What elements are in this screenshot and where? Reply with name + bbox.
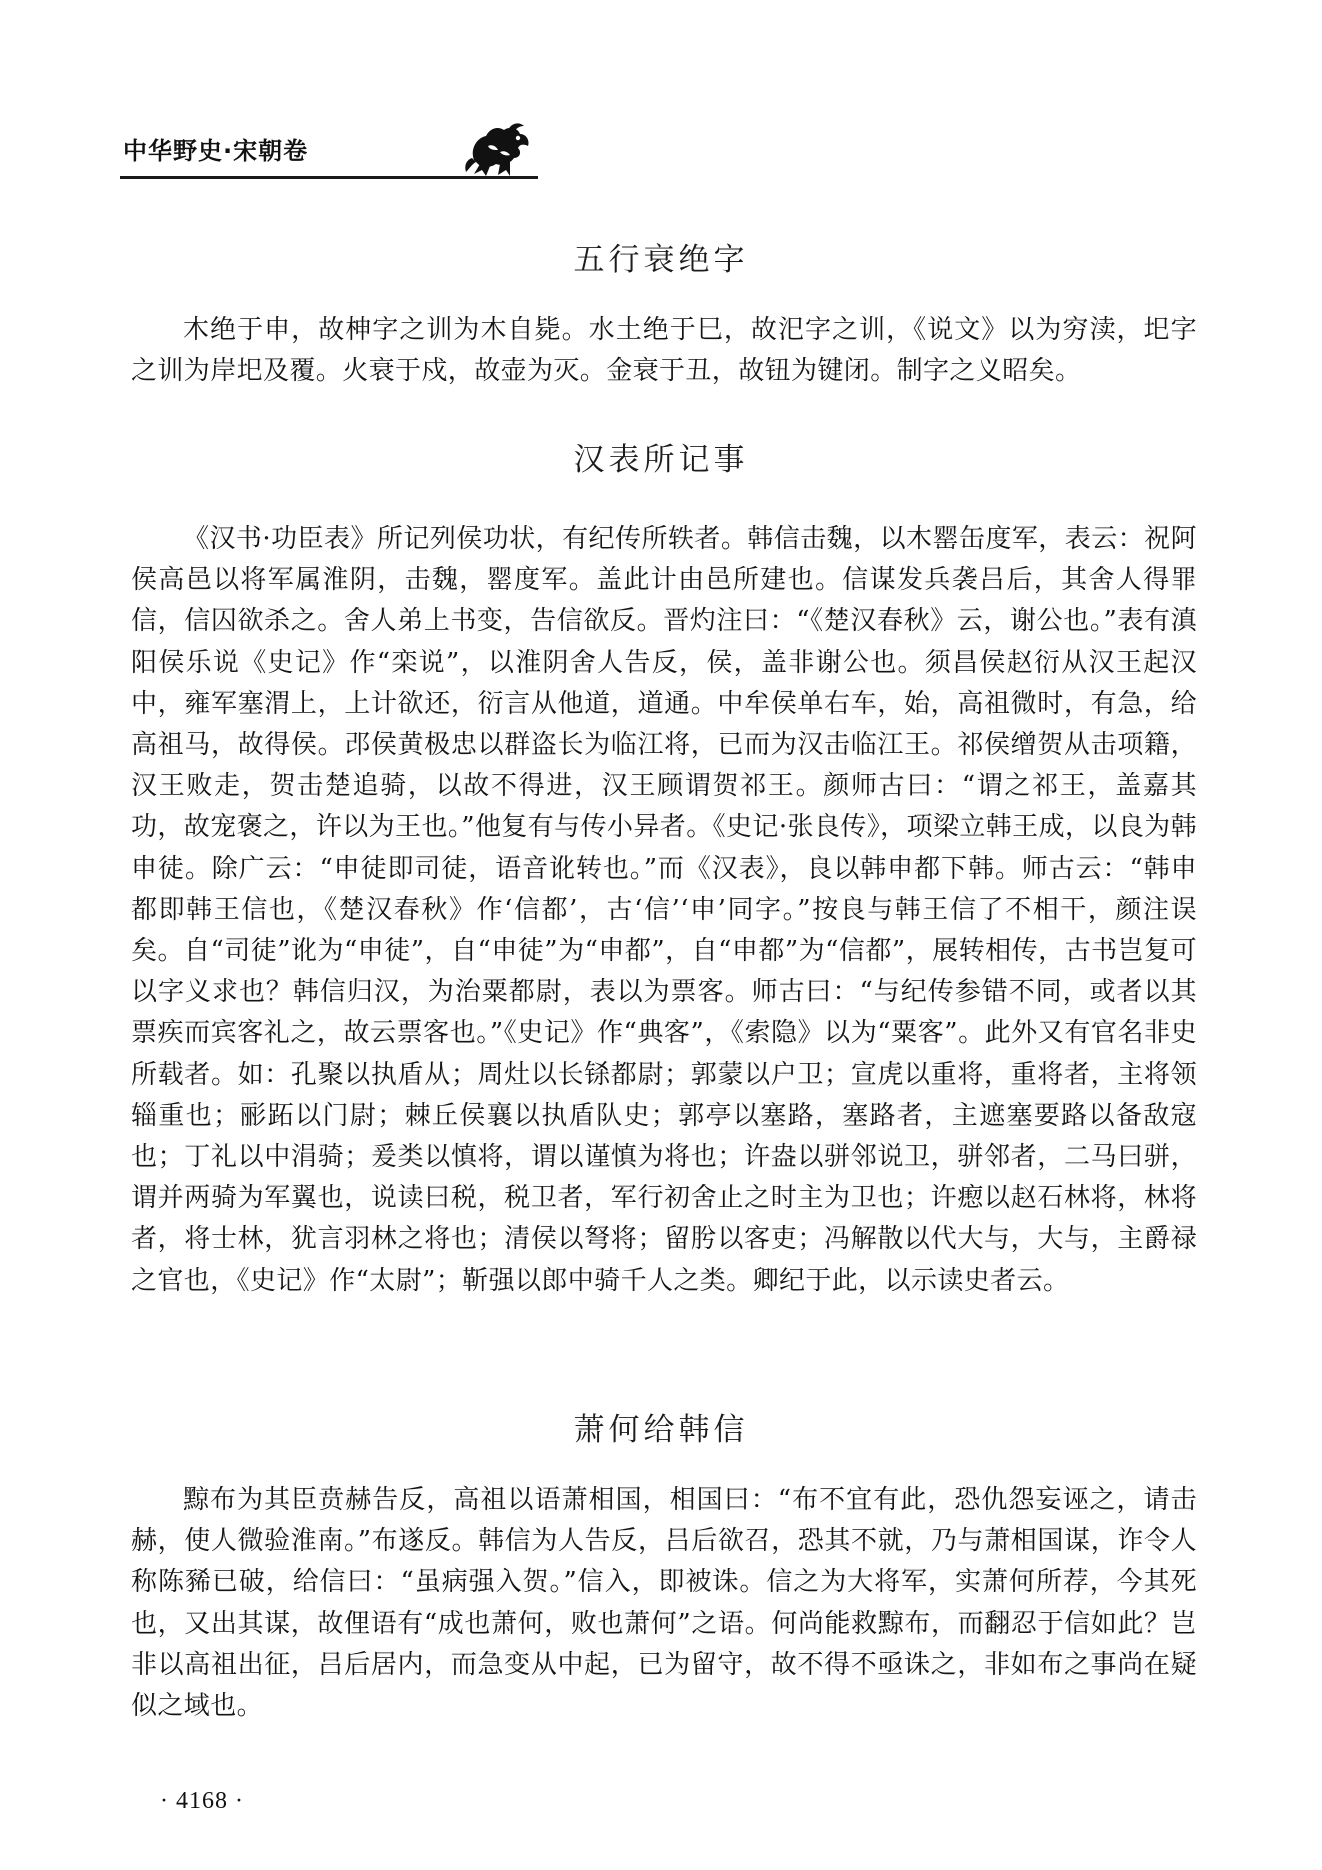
section-title: 汉表所记事 <box>573 442 749 478</box>
book-title: 中华野史·宋朝卷 <box>123 137 309 165</box>
header-rule <box>120 176 538 179</box>
section-body: 《汉书·功臣表》所记列侯功状，有纪传所轶者。韩信击魏，以木罂缶度军，表云：祝阿侯高邑以将军属淮阴，击魏，罂度军。盖此计由邑所建也。信谋发兵袭吕后，其舍人得罪信，信囚欲杀之。舍人弟上书变，告信欲反。晋灼注曰：“《楚汉春秋》云，谢公也。”表有滇阳侯乐说《史记》作“栾说”，以淮阴舍人告反，侯，盖非谢公也。须昌侯赵衍从汉王起汉中，雍军塞渭上，上计欲还，衍言从他道，道通。中牟侯单右车，始，高祖微时，有急，给高祖马，故得侯。邔侯黄极忠以群盗长为临江将，已而为汉击临江王。祁侯缯贺从击项籍，汉王败走，贺击楚追骑，以故不得进，汉王顾谓贺祁王。颜师古曰：“谓之祁王，盖嘉其功，故宠褒之，许以为王也。”他复有与传小异者。《史记·张良传》，项梁立韩王成，以良为韩申徒。除广云：“申徒即司徒，语音讹转也。”而《汉表》，良以韩申都下韩。师古云：“韩申都即韩王信也，《楚汉春秋》作‘信都’，古‘信’‘申’同字。”按良与韩王信了不相干，颜注误矣。自“司徒”讹为“申徒”，自“申徒”为“申都”，自“申都”为“信都”，展转相传，古书岂复可以字义求也？韩信归汉，为治粟都尉，表以为票客。师古曰：“与纪传参错不同，或者以其票疾而宾客礼之，故云票客也。”《史记》作“典客”，《索隐》以为“粟客”。此外又有官名非史所载者。如：孔聚以执盾从；周灶以长铩都尉；郭蒙以户卫；宣虎以重将，重将者，主将领辎重也；彨跖以门尉；棘丘侯襄以执盾队史；郭亭以塞路，塞路者，主遮塞要路以备敌寇也；丁礼以中涓骑；爰类以慎将，谓以谨慎为将也；许盎以骈邻说卫，骈邻者，二马曰骈，谓并两骑为军翼也，说读曰税，税卫者，军行初舍止之时主为卫也；许瘛以赵石林将，林将者，将士林，犹言羽林之将也；清侯以弩将；留肹以客吏；冯解散以代大与，大与，主爵禄之官也，《史记》作“太尉”；靳强以郎中骑千人之类。卿纪于此，以示读史者云。 <box>131 524 1197 1296</box>
section-body: 木绝于申，故柛字之训为木自毙。水土绝于巳，故汜字之训，《说文》以为穷渎，圯字之训为岸圯及覆。火衰于戍，故壶为灭。金衰于丑，故钮为键闭。制字之义昭矣。 <box>131 315 1197 387</box>
section-title: 萧何给韩信 <box>573 1412 749 1448</box>
section-title: 五行衰绝字 <box>573 242 749 278</box>
page-number: · 4168 · <box>160 1788 244 1814</box>
running-header <box>120 120 540 182</box>
dragon-icon <box>460 120 540 178</box>
section-body: 黥布为其臣贲赫告反，高祖以语萧相国，相国曰：“布不宜有此，恐仇怨妄诬之，请击赫，使人微验淮南。”布遂反。韩信为人告反，吕后欲召，恐其不就，乃与萧相国谋，诈令人称陈豨已破，给信曰：“虽病强入贺。”信入，即被诛。信之为大将军，实萧何所荐，今其死也，又出其谋，故俚语有“成也萧何，败也萧何”之语。何尚能救黥布，而翻忍于信如此？岂非以高祖出征，吕后居内，而急变从中起，已为留守，故不得不亟诛之，非如布之事尚在疑似之域也。 <box>131 1485 1197 1722</box>
